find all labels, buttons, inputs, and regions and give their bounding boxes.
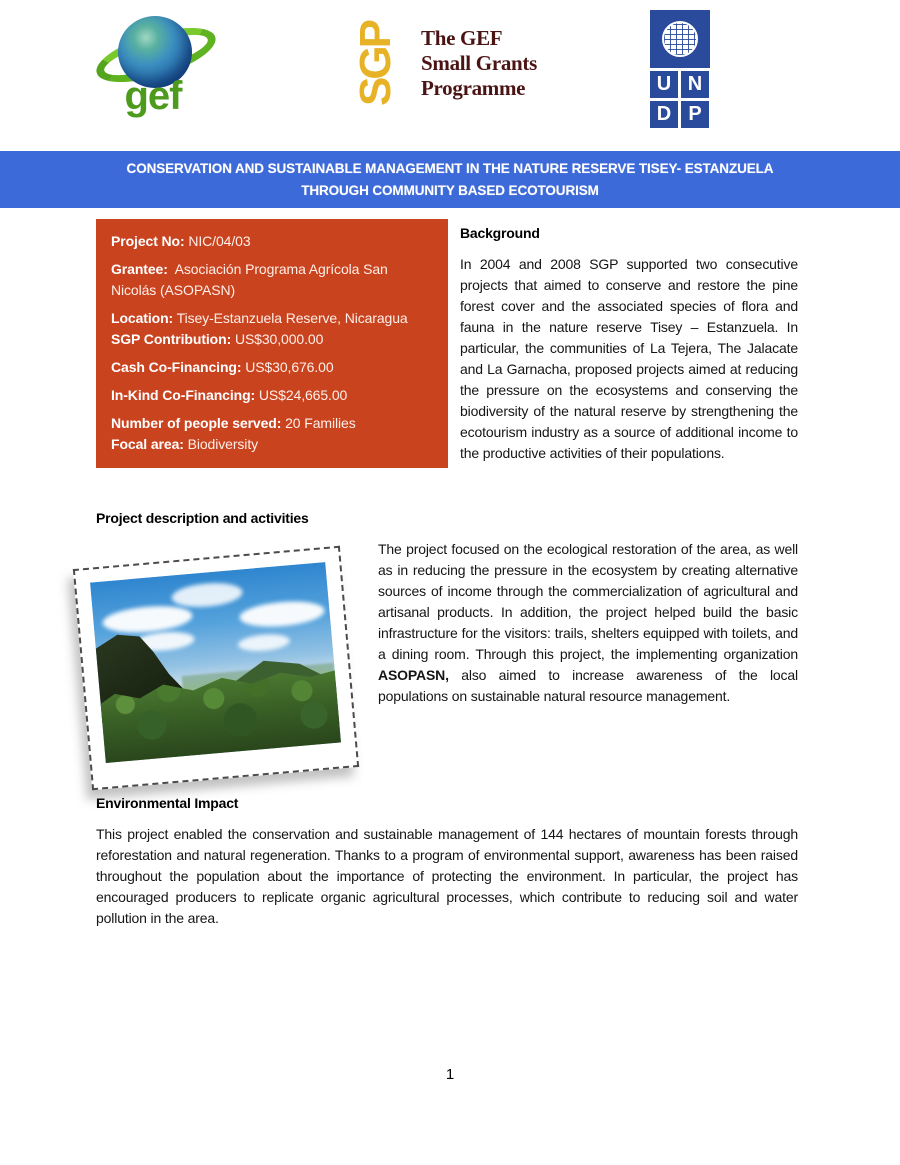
- environmental-impact-heading: Environmental Impact: [96, 795, 239, 811]
- undp-letter-u: U: [650, 71, 678, 98]
- project-info-box: [96, 219, 448, 468]
- info-value: US$30,000.00: [234, 331, 324, 347]
- sgp-vertical-text: SGP: [351, 22, 400, 106]
- info-label: Number of people served:: [111, 415, 282, 431]
- info-row-inkind-cofinancing: [111, 385, 433, 406]
- un-emblem-box: [650, 10, 710, 68]
- description-text-before: The project focused on the ecological restoration of the area, as well as in reducing the pressure in the ecosystem by creating alternative sources of income through the commercialization of agricultural and artisanal products. In addition, the project helped build the basic infrastructure for the visitors: trails, shelters equipped with toilets, and a dining room. Through this project, the implementing organization: [378, 541, 798, 662]
- main-content: [96, 219, 798, 929]
- info-value: NIC/04/03: [188, 233, 251, 249]
- info-row-sgp-contribution: [111, 329, 433, 350]
- un-emblem-icon: [662, 21, 698, 57]
- title-banner: [0, 151, 900, 208]
- title-line-2: THROUGH COMMUNITY BASED ECOTOURISM: [301, 182, 599, 198]
- sgp-line-1: The GEF: [421, 26, 503, 50]
- info-label: Cash Co-Financing:: [111, 359, 242, 375]
- sgp-logo-text: [421, 26, 537, 100]
- undp-letter-n: N: [681, 71, 709, 98]
- info-row-people-served: [111, 413, 433, 434]
- info-label: Location:: [111, 310, 174, 326]
- project-description-heading: Project description and activities: [96, 510, 309, 526]
- sgp-line-2: Small Grants: [421, 50, 537, 75]
- mountain-landscape-photo: [90, 562, 341, 763]
- sgp-logo: [345, 18, 555, 114]
- info-row-location: [111, 308, 433, 329]
- info-row-focal-area: [111, 434, 433, 455]
- background-heading: Background: [460, 225, 540, 241]
- undp-letter-d: D: [650, 101, 678, 128]
- info-row-project-no: [111, 231, 433, 252]
- sgp-line-3: Programme: [421, 75, 526, 100]
- gef-logo: [92, 10, 222, 122]
- undp-letter-grid: [650, 71, 710, 128]
- info-value: 20 Families: [285, 415, 356, 431]
- info-label: In-Kind Co-Financing:: [111, 387, 256, 403]
- description-text-after: also aimed to increase awareness of the local populations on sustainable natural resource management.: [378, 667, 798, 704]
- info-value: US$30,676.00: [245, 359, 334, 375]
- info-value: US$24,665.00: [258, 387, 348, 403]
- undp-letter-p: P: [681, 101, 709, 128]
- description-bold-asopasn: ASOPASN,: [378, 667, 449, 683]
- info-value: Tisey-Estanzuela Reserve, Nicaragua: [176, 310, 408, 326]
- environmental-impact-paragraph: This project enabled the conservation and sustainable management of 144 hectares of mountain forests through reforestation and natural regeneration. Thanks to a program of environmental support, awareness has been raised throughout the population about the importance of protecting the environment. In particular, the project has encouraged producers to replicate organic agricultural processes, which contribute to reducing soil and water pollution in the area.: [96, 826, 798, 926]
- info-value: Asociación Programa Agrícola San Nicolás (ASOPASN): [111, 261, 388, 298]
- info-label: Focal area:: [111, 436, 184, 452]
- title-line-1: CONSERVATION AND SUSTAINABLE MANAGEMENT IN THE NATURE RESERVE TISEY- ESTANZUELA: [126, 160, 774, 176]
- page-number: 1: [445, 1066, 455, 1083]
- project-photo-frame: [68, 543, 364, 795]
- info-label: Project No:: [111, 233, 185, 249]
- info-label: Grantee:: [111, 261, 168, 277]
- info-label: SGP Contribution:: [111, 331, 232, 347]
- info-row-cash-cofinancing: [111, 357, 433, 378]
- info-row-grantee: [111, 259, 433, 301]
- info-value: Biodiversity: [187, 436, 259, 452]
- polaroid-frame: [73, 546, 359, 791]
- undp-logo: [650, 10, 710, 128]
- background-paragraph: In 2004 and 2008 SGP supported two consecutive projects that aimed to conserve and restore the pine forest cover and the associated species of flora and fauna in the nature reserve Tisey – Estanzuela. In particular, the communities of La Tejera, The Jalacate and La Garnacha, proposed projects aimed at reducing the pressure on the ecosystems and conserving the biodiversity of the natural reserve by strengthening the ecotourism industry as a source of additional income to the productive activities of their populations.: [460, 256, 798, 461]
- gef-logo-text: gef: [124, 74, 182, 118]
